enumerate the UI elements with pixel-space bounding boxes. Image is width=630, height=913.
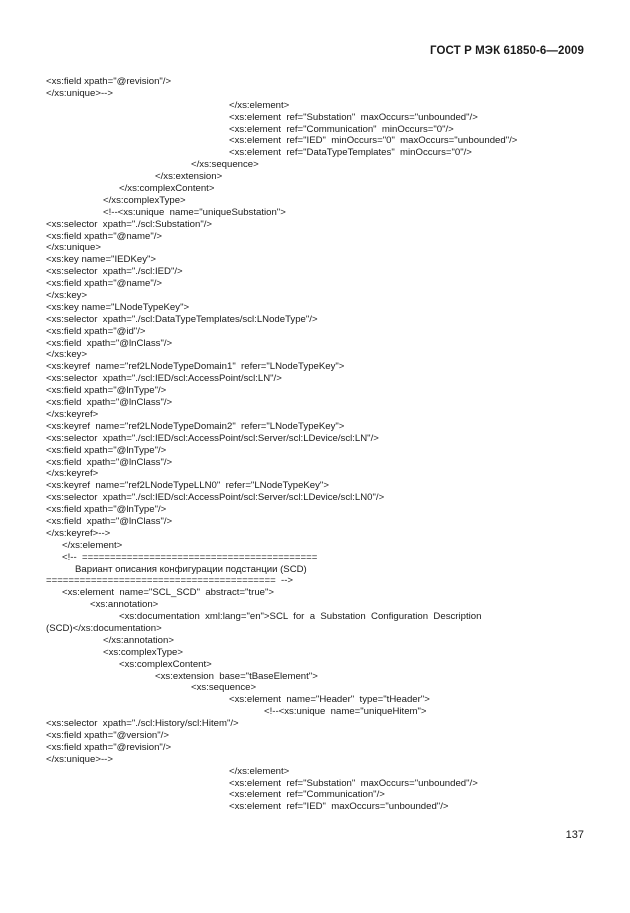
code-line: </xs:annotation> bbox=[103, 634, 174, 646]
code-line: </xs:keyref>--> bbox=[46, 527, 111, 539]
code-line: </xs:key> bbox=[46, 290, 88, 302]
code-line: <xs:field xpath="@lnType"/> bbox=[46, 444, 167, 456]
code-line: <xs:field xpath="@name"/> bbox=[46, 230, 163, 242]
code-line: <xs:field xpath="@lnClass"/> bbox=[46, 515, 173, 527]
xml-code-listing bbox=[46, 76, 586, 813]
code-line: <!--<xs:unique name="uniqueSubstation"> bbox=[103, 206, 286, 218]
code-line: </xs:unique> bbox=[46, 242, 101, 254]
code-line: <xs:field xpath="@version"/> bbox=[46, 729, 169, 741]
code-line: <xs:field xpath="@lnClass"/> bbox=[46, 456, 173, 468]
code-line: <xs:key name="LNodeTypeKey"> bbox=[46, 301, 190, 313]
code-line: <xs:field xpath="@id"/> bbox=[46, 325, 146, 337]
code-line: <xs:element name="Header" type="tHeader"> bbox=[229, 694, 430, 706]
code-line: </xs:extension> bbox=[155, 171, 223, 183]
code-line: ========================================= --> bbox=[46, 575, 294, 587]
code-line: </xs:element> bbox=[62, 539, 123, 551]
code-line: <xs:field xpath="@revision"/> bbox=[46, 76, 172, 87]
code-line: Вариант описания конфигурации подстанции (SCD) bbox=[75, 563, 307, 575]
code-line: <!--<xs:unique name="uniqueHitem"> bbox=[264, 706, 427, 718]
code-line: <xs:selector xpath="./scl:IED/scl:AccessPoint/scl:Server/scl:LDevice/scl:LN"/> bbox=[46, 432, 379, 444]
code-line: <xs:selector xpath="./scl:IED/scl:AccessPoint/scl:Server/scl:LDevice/scl:LN0"/> bbox=[46, 492, 385, 504]
code-line: <xs:element ref="Substation" maxOccurs="unbounded"/> bbox=[229, 111, 478, 123]
code-line: <xs:field xpath="@lnType"/> bbox=[46, 385, 167, 397]
code-line: </xs:keyref> bbox=[46, 468, 99, 480]
code-line: <xs:field xpath="@revision"/> bbox=[46, 741, 172, 753]
code-line: <xs:selector xpath="./scl:DataTypeTemplates/scl:LNodeType"/> bbox=[46, 313, 318, 325]
code-line: </xs:complexType> bbox=[103, 194, 186, 206]
code-line: </xs:element> bbox=[229, 99, 290, 111]
code-line: <xs:selector xpath="./scl:History/scl:Hitem"/> bbox=[46, 718, 239, 730]
code-line: </xs:key> bbox=[46, 349, 88, 361]
code-line: </xs:sequence> bbox=[191, 159, 259, 171]
code-line: <xs:annotation> bbox=[90, 599, 159, 611]
code-line: <xs:extension base="tBaseElement"> bbox=[155, 670, 318, 682]
code-line: <xs:field xpath="@lnClass"/> bbox=[46, 397, 173, 409]
code-line: <xs:element ref="IED" maxOccurs="unbounded"/> bbox=[229, 801, 449, 813]
page-number: 137 bbox=[565, 829, 584, 841]
code-line: <xs:keyref name="ref2LNodeTypeDomain2" refer="LNodeTypeKey"> bbox=[46, 420, 345, 432]
code-line: <xs:complexType> bbox=[103, 646, 183, 658]
code-line: <xs:field xpath="@lnType"/> bbox=[46, 504, 167, 516]
code-line: <xs:sequence> bbox=[191, 682, 257, 694]
code-line: <xs:complexContent> bbox=[119, 658, 212, 670]
code-line: </xs:element> bbox=[229, 765, 290, 777]
code-line: <xs:key name="IEDKey"> bbox=[46, 254, 156, 266]
code-line: (SCD)</xs:documentation> bbox=[46, 622, 162, 634]
code-line: <xs:element name="SCL_SCD" abstract="true"> bbox=[62, 587, 274, 599]
code-line: <xs:keyref name="ref2LNodeTypeLLN0" refer="LNodeTypeKey"> bbox=[46, 480, 329, 492]
code-line: </xs:unique>--> bbox=[46, 87, 113, 99]
code-line: <xs:element ref="IED" minOccurs="0" maxOccurs="unbounded"/> bbox=[229, 135, 518, 147]
code-line: <xs:selector xpath="./scl:Substation"/> bbox=[46, 218, 212, 230]
code-line: <xs:element ref="Communication" minOccurs="0"/> bbox=[229, 123, 454, 135]
code-line: <xs:selector xpath="./scl:IED"/> bbox=[46, 266, 183, 278]
standard-header: ГОСТ Р МЭК 61850-6—2009 bbox=[430, 45, 584, 57]
code-line: <xs:documentation xml:lang="en">SCL for a Substation Configuration Description bbox=[119, 611, 482, 623]
code-line: </xs:unique>--> bbox=[46, 753, 113, 765]
code-line: </xs:keyref> bbox=[46, 408, 99, 420]
code-line: <!-- ========================================== bbox=[62, 551, 318, 563]
code-line: <xs:element ref="DataTypeTemplates" minOccurs="0"/> bbox=[229, 147, 472, 159]
code-line: <xs:field xpath="@lnClass"/> bbox=[46, 337, 173, 349]
code-line: </xs:complexContent> bbox=[119, 183, 215, 195]
code-line: <xs:keyref name="ref2LNodeTypeDomain1" refer="LNodeTypeKey"> bbox=[46, 361, 345, 373]
code-line: <xs:field xpath="@name"/> bbox=[46, 278, 163, 290]
code-line: <xs:element ref="Substation" maxOccurs="unbounded"/> bbox=[229, 777, 478, 789]
code-line: <xs:selector xpath="./scl:IED/scl:AccessPoint/scl:LN"/> bbox=[46, 373, 282, 385]
code-line: <xs:element ref="Communication"/> bbox=[229, 789, 385, 801]
